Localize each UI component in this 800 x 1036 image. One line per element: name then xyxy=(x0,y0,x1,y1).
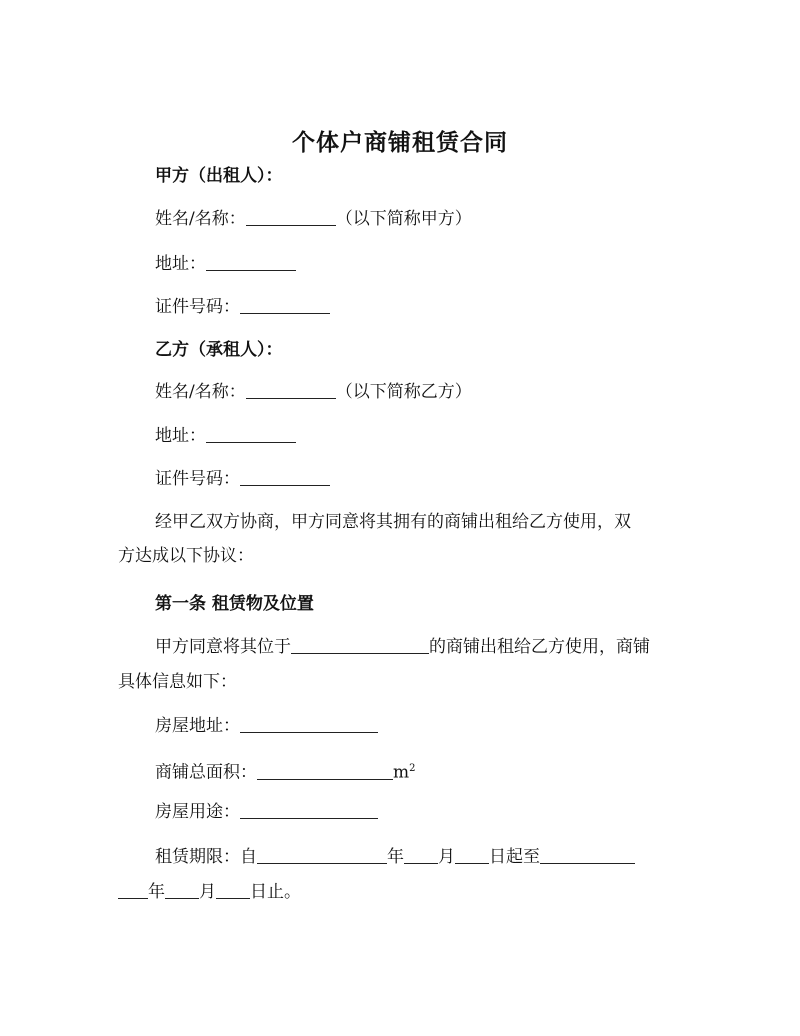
usage-blank xyxy=(240,800,378,819)
end-year-blank-part2 xyxy=(118,880,148,899)
total-area-blank xyxy=(257,761,393,780)
area-unit: m xyxy=(393,762,410,783)
term-label: 租赁期限：自 xyxy=(155,847,257,867)
usage-label: 房屋用途： xyxy=(155,802,240,822)
article1-para-line-2: 具体信息如下： xyxy=(118,672,237,692)
party-a-name-line xyxy=(155,205,472,233)
intro-line-2: 方达成以下协议： xyxy=(118,546,254,566)
document-title: 个体户商铺租赁合同 xyxy=(292,129,508,156)
party-a-id-blank xyxy=(240,295,330,314)
year-label: 年 xyxy=(387,847,404,867)
start-year-blank xyxy=(257,845,387,864)
house-address-line xyxy=(155,712,378,740)
usage-line xyxy=(155,798,378,826)
party-b-id-label: 证件号码： xyxy=(155,469,240,489)
party-a-address-blank xyxy=(206,252,296,271)
article1-para-prefix: 甲方同意将其位于 xyxy=(155,637,291,657)
party-b-name-suffix: （以下简称乙方） xyxy=(335,382,472,402)
end-year-blank-part1 xyxy=(540,845,635,864)
shop-location-blank xyxy=(291,635,429,654)
party-b-heading: 乙方（承租人）： xyxy=(155,340,283,360)
total-area-label: 商铺总面积： xyxy=(155,762,257,783)
party-a-address-line xyxy=(155,250,296,278)
house-address-blank xyxy=(240,714,378,733)
day-end-label: 日止。 xyxy=(250,882,301,902)
party-a-heading: 甲方（出租人）： xyxy=(155,166,283,186)
term-line-2 xyxy=(118,878,301,906)
start-day-blank xyxy=(455,845,489,864)
party-a-name-blank xyxy=(246,207,336,226)
article1-para-suffix: 的商铺出租给乙方使用，商铺 xyxy=(429,637,650,657)
intro-line-1: 经甲乙双方协商，甲方同意将其拥有的商铺出租给乙方使用，双 xyxy=(155,512,631,532)
end-year-label: 年 xyxy=(148,882,165,902)
total-area-line xyxy=(155,755,416,787)
party-a-name-label: 姓名/名称： xyxy=(155,209,246,229)
party-b-id-blank xyxy=(240,467,330,486)
start-month-blank xyxy=(404,845,438,864)
end-month-blank xyxy=(165,880,199,899)
party-b-name-label: 姓名/名称： xyxy=(155,382,246,402)
party-b-name-blank xyxy=(246,380,336,399)
term-line-1 xyxy=(155,843,635,871)
end-month-label: 月 xyxy=(199,882,216,902)
party-a-address-label: 地址： xyxy=(155,254,206,274)
party-a-name-suffix: （以下简称甲方） xyxy=(335,209,472,229)
month-label: 月 xyxy=(438,847,455,867)
party-a-id-line xyxy=(155,293,330,321)
article1-para-line-1 xyxy=(155,633,650,661)
house-address-label: 房屋地址： xyxy=(155,716,240,736)
party-b-address-label: 地址： xyxy=(155,426,206,446)
party-b-id-line xyxy=(155,465,330,493)
area-unit-sup: 2 xyxy=(409,763,416,774)
party-a-id-label: 证件号码： xyxy=(155,297,240,317)
article1-heading: 第一条 租赁物及位置 xyxy=(155,594,314,614)
party-b-name-line xyxy=(155,378,472,406)
party-b-address-line xyxy=(155,422,296,450)
party-b-address-blank xyxy=(206,424,296,443)
end-day-blank xyxy=(216,880,250,899)
day-from-label: 日起至 xyxy=(489,847,540,867)
